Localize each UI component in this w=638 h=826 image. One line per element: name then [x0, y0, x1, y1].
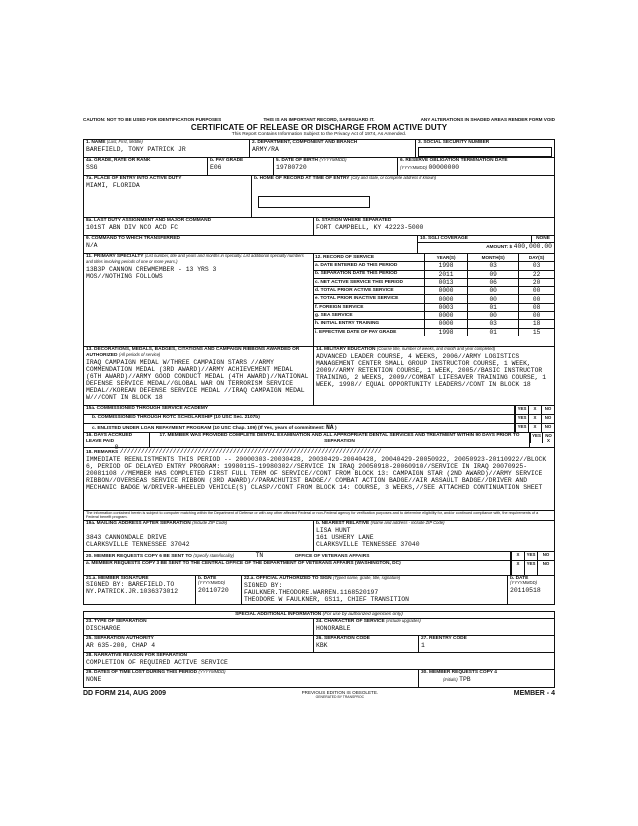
- row-narrative-reason: [83, 652, 555, 669]
- field-20-copy-6: 20. MEMBER REQUESTS COPY 6 BE SENT TO (Specify state/locality) TN OFFICE OF VETERANS AFFAIRS: [84, 552, 511, 560]
- service-row-label: h. INITIAL ENTRY TRAINING: [314, 320, 425, 328]
- field-20a-copy-3: a. MEMBER REQUESTS COPY 3 BE SENT TO THE CENTRAL OFFICE OF THE DEPARTMENT OF VETERANS AFFAIRS (WASHINGTON, DC): [84, 561, 511, 575]
- generated-by: GENERATED BY TRANSPROC: [315, 694, 365, 699]
- field-6-reserve-obligation: 6. RESERVE OBLIGATION TERMINATION DATE (YYYYMMDD) 00000000: [400, 157, 508, 171]
- service-row-value: 1998: [425, 328, 468, 336]
- row-place-of-entry: [83, 175, 555, 217]
- field-3-ssn: 3. SOCIAL SECURITY NUMBER: [416, 140, 554, 157]
- privacy-notice: The information contained herein is subject to computer matching within the Department of Defense or with any other affected Federal or non-Federal agency for verification purposes and to determine eligibility for, and/or continued compliance with, the requirements of a Federal benefit program.: [83, 510, 555, 520]
- copy-designation: MEMBER - 4: [513, 690, 555, 698]
- dd214-form: [83, 117, 555, 699]
- service-row-value: 03: [468, 320, 519, 328]
- name-value: BAREFIELD, TONY PATRICK JR: [86, 145, 186, 153]
- field-8a-last-duty: 8a. LAST DUTY ASSIGNMENT AND MAJOR COMMAND 101ST ABN DIV NCO ACD FC: [84, 218, 314, 235]
- service-row-label: d. TOTAL PRIOR ACTIVE SERVICE: [314, 287, 425, 295]
- alterations-text: ANY ALTERATIONS IN SHADED AREAS RENDER FORM VOID: [420, 117, 555, 122]
- field-27-reentry-code: 27. REENTRY CODE 1: [421, 636, 467, 649]
- service-row-value: 01: [468, 303, 519, 311]
- service-row-value: 03: [468, 262, 519, 270]
- field-10-sgli: 10. SGLI COVERAGE NONE AMOUNT: $ 400,000.00: [420, 235, 552, 250]
- service-row-value: 00: [519, 295, 554, 303]
- service-row: [314, 270, 554, 278]
- important-record-text: THIS IS AN IMPORTANT RECORD, SAFEGUARD IT.: [263, 117, 375, 122]
- service-row-value: 00: [468, 312, 519, 320]
- row-last-duty: [83, 217, 555, 235]
- field-7b-home-of-record: b. HOME OF RECORD AT TIME OF ENTRY (City and state, or complete address if known): [252, 176, 554, 217]
- field-4b-pay-grade: b. PAY GRADE E06: [208, 158, 274, 175]
- service-row-value: 15: [519, 328, 554, 336]
- service-row-value: 00: [468, 295, 519, 303]
- field-29-time-lost: 29. DATES OF TIME LOST DURING THIS PERIOD (YYYYMMDD) NONE: [84, 670, 419, 687]
- row-time-lost: [83, 669, 555, 688]
- field-1-name: 1. NAME (Last, First, Middle) BAREFIELD, TONY PATRICK JR: [84, 140, 250, 157]
- service-row-value: 22: [519, 270, 554, 278]
- field-21a-member-signature: 21.a. MEMBER SIGNATURE SIGNED BY: BAREFIELD.TO NY.PATRICK.JR.1036373012: [84, 576, 196, 604]
- service-row: [314, 278, 554, 286]
- record-of-service-table: 12. RECORD OF SERVICE YEAR(S) MONTH(S) DAY(S) a. DATE ENTERED AD THIS PERIOD 1998 03 03 b. SEPARATION DATE THIS PERIOD 2011 09 22 c. NET ACTIVE SERVICE THIS PERIOD 0013 06 20 d. TOTAL PRIOR ACTIVE SERVICE 0000 00 00 e. TOTAL PRIOR INACTIVE SERVICE 0000 00 00 f. FOREIGN SERVICE 0003 01 08 g. SEA SERVICE 0000 00 00 h. INITIAL ENTRY TRAINING 0000 03 18 i. EFFECTIVE DATE OF PAY GRADE 1998 01 15: [314, 254, 554, 336]
- row-separation-authority: [83, 635, 555, 652]
- service-row-value: 1998: [425, 262, 468, 270]
- service-row: [314, 262, 554, 270]
- service-row-value: 08: [519, 303, 554, 311]
- row-addresses: [83, 520, 555, 551]
- row-leave-dental: 16. DAYS ACCRUED LEAVE PAID 0 17. MEMBER WAS PROVIDED COMPLETE DENTAL EXAMINATION AND ALL APPROPRIATE DENTAL SERVICES AND TREATMENT WITHIN 90 DAYS PRIOR TO SEPARATION YES NO X: [83, 432, 555, 447]
- caution-text: CAUTION: NOT TO BE USED FOR IDENTIFICATION PURPOSES: [83, 117, 222, 122]
- service-row-value: 18: [519, 320, 554, 328]
- service-row: [314, 303, 554, 311]
- service-row-label: f. FOREIGN SERVICE: [314, 303, 425, 311]
- row-grade: [83, 157, 555, 175]
- field-14-military-education: 14. MILITARY EDUCATION (Course title, number of weeks, and month and year completed) ADVANCED LEADER COURSE, 4 WEEKS, 2006//ARMY LOGISTICS MANAGEMENT CENTER SMALL GROUP INSTRUCTOR COURSE, 1 WEEK, 2009//ARMY RETENTION COURSE, 1 WEEK, 2005//BASIC INSTRUCTOR TRAINING, 2 WEEKS, 2009//COMBAT LIFESAVER TRAINING COURSE, 1 WEEK, 1998// EQUAL OPPORTUNITY LEADERS//CONT IN BLOCK 18: [316, 345, 547, 389]
- service-row-value: 0003: [425, 303, 468, 311]
- service-row: [314, 328, 554, 336]
- field-24-character-of-service: 24. CHARACTER OF SERVICE (include upgrades) HONORABLE: [316, 618, 421, 633]
- service-row-value: 01: [468, 328, 519, 336]
- service-row: [314, 295, 554, 303]
- field-7a-place-of-entry: 7a. PLACE OF ENTRY INTO ACTIVE DUTY MIAMI, FLORIDA: [84, 176, 252, 217]
- row-command: [83, 235, 555, 253]
- ssn-box: [418, 147, 552, 157]
- field-8b-station: b. STATION WHERE SEPARATED FORT CAMPBELL, KY 42223-5000: [316, 217, 424, 231]
- service-row-value: 0000: [425, 287, 468, 295]
- field-19a-mailing-address: 19a. MAILING ADDRESS AFTER SEPARATION (Include ZIP Code) 3843 CANNONDALE DRIVE CLARKSVILLE TENNESSEE 37042: [84, 521, 314, 551]
- field-21b-date: b. DATE (YYYYMMDD) 20110720: [196, 576, 242, 604]
- sgli-amount: 400,000.00: [513, 242, 552, 250]
- form-header: [83, 117, 555, 122]
- service-row-value: 0000: [425, 312, 468, 320]
- row-copy-3: a. MEMBER REQUESTS COPY 3 BE SENT TO THE CENTRAL OFFICE OF THE DEPARTMENT OF VETERANS AFFAIRS (WASHINGTON, DC) X YES NO: [83, 560, 555, 575]
- field-11-primary-specialty: 11. PRIMARY SPECIALTY (List number, title and years and months in specialty. List additional specialty numbers and titles involving periods of one or more years.) 13B3P CANNON CREWMEMBER - 13 YRS 3 MOS//NOTHING FOLLOWS: [84, 254, 314, 346]
- field-12-record-of-service: [314, 254, 554, 346]
- row-signatures: [83, 575, 555, 605]
- field-25-separation-authority: 25. SEPARATION AUTHORITY AR 635-200, CHAP 4: [84, 636, 314, 652]
- field-19b-nearest-relative: b. NEAREST RELATIVE (Name and address - include ZIP Code) LISA HUNT 161 USHERY LANE CLARKSVILLE TENNESSEE 37040: [316, 519, 445, 548]
- service-row-value: 2011: [425, 270, 468, 278]
- row-15c: c. ENLISTED UNDER LOAN REPAYMENT PROGRAM (10 USC Chap. 109) (If Yes, years of commitment: NA ) YES X NO: [83, 423, 555, 432]
- field-22b-date: b. DATE (YYYYMMDD) 20110518: [510, 575, 541, 594]
- service-row-label: i. EFFECTIVE DATE OF PAY GRADE: [314, 328, 425, 336]
- field-2-department: 2. DEPARTMENT, COMPONENT AND BRANCH ARMY/RA: [250, 140, 416, 157]
- row-15a: 15a. COMMISSIONED THROUGH SERVICE ACADEMY YES X NO: [83, 405, 555, 414]
- service-row-label: c. NET ACTIVE SERVICE THIS PERIOD: [314, 278, 425, 286]
- service-row-value: 09: [468, 270, 519, 278]
- form-title: CERTIFICATE OF RELEASE OR DISCHARGE FROM ACTIVE DUTY: [190, 123, 448, 133]
- obsolete-notice: PREVIOUS EDITION IS OBSOLETE.: [301, 690, 379, 696]
- privacy-act-subtitle: This Report Contains Information Subject to the Privacy Act of 1974, As Amended.: [231, 132, 407, 138]
- row-specialty-service: [83, 253, 555, 346]
- field-22a-official: 22.a. OFFICIAL AUTHORIZED TO SIGN (Typed name, grade, title, signature) SIGNED BY: FAULKNER.THEODORE.WARREN.1168520197 THEODORE W FAULKNER, GS11, CHIEF TRANSITION: [242, 576, 508, 604]
- field-5-date-of-birth: 5. DATE OF BIRTH (YYYYMMDD) 19780720: [274, 158, 398, 175]
- service-row-value: 00: [519, 287, 554, 295]
- department-value: ARMY/RA: [252, 145, 279, 153]
- form-footer: [83, 690, 555, 699]
- row-name: [83, 139, 555, 157]
- home-of-record-box: [258, 196, 370, 208]
- row-separation-type: [83, 618, 555, 635]
- service-row: [314, 320, 554, 328]
- row-15b: b. COMMISSIONED THROUGH ROTC SCHOLARSHIP (10 USC Sec. 2107b) YES X NO: [83, 414, 555, 423]
- service-row: [314, 312, 554, 320]
- service-row-value: 20: [519, 278, 554, 286]
- field-13-decorations: 13. DECORATIONS, MEDALS, BADGES, CITATIONS AND CAMPAIGN RIBBONS AWARDED OR AUTHORIZED (All periods of service) IRAQ CAMPAIGN MEDAL W/THREE CAMPAIGN STARS //ARMY COMMENDATION MEDAL (3RD AWARD)//ARMY ACHIEVEMENT MEDAL (6TH AWARD)//ARMY GOOD CONDUCT MEDAL (4TH AWARD)//NATIONAL DEFENSE SERVICE MEDAL//GLOBAL WAR ON TERRORISM SERVICE MEDAL//KOREAN DEFENSE SERVICE MEDAL //IRAQ CAMPAIGN MEDAL W///CONT IN BLOCK 18: [84, 347, 314, 405]
- field-28-narrative-reason: 28. NARRATIVE REASON FOR SEPARATION COMPLETION OF REQUIRED ACTIVE SERVICE: [86, 653, 228, 666]
- row-remarks: [83, 447, 555, 510]
- service-row-value: 00: [468, 287, 519, 295]
- service-row: [314, 287, 554, 295]
- service-row-value: 0000: [425, 320, 468, 328]
- field-23-type-of-separation: 23. TYPE OF SEPARATION DISCHARGE: [84, 619, 314, 635]
- field-16-accrued-leave: 16. DAYS ACCRUED LEAVE PAID 0: [84, 433, 150, 447]
- field-4a-grade: 4a. GRADE, RATE OR RANK SSG: [84, 158, 208, 175]
- service-row-label: a. DATE ENTERED AD THIS PERIOD: [314, 262, 425, 270]
- row-decorations-education: [83, 346, 555, 405]
- service-row-value: 0013: [425, 278, 468, 286]
- service-row-value: 06: [468, 278, 519, 286]
- service-row-value: 0000: [425, 295, 468, 303]
- service-row-label: b. SEPARATION DATE THIS PERIOD: [314, 270, 425, 278]
- field-26-separation-code: 26. SEPARATION CODE KBK: [314, 636, 419, 652]
- field-18-remarks: 18. REMARKS ////////////////////////////////////////////////////////////////////////// IMMEDIATE REENLISTMENTS THIS PERIOD -- 20000303-20030428, 20030429-20040428, 20040429-20050922, 20050923-20110922//BLOCK 6, PERIOD OF DELAYED ENTRY PROGRAM: 19980115-19980302//SERVICE IN IRAQ 20050918-20060910//SERVICE IN IRAQ 20070925-20081108 //MEMBER HAS COMPLETED FIRST FULL TERM OF SERVICE//CONT FROM BLOCK 13: CAMPAIGN STAR (2ND AWARD)//ARMY SERVICE RIBBON//OVERSEAS SERVICE RIBBON (3RD AWARD)//PARACHUTIST BADGE// COMBAT ACTION BADGE//AIR ASSAULT BADGE//DRIVER AND MECHANIC BADGE W/DRIVER-WHEELED VEHICLE(S) CLASP//CONT FROM BLOCK 14: COURSE, 3 WEEKS,//SEE ATTACHED CONTINUATION SHEET: [86, 447, 547, 492]
- row-copy-6: 20. MEMBER REQUESTS COPY 6 BE SENT TO (Specify state/locality) TN OFFICE OF VETERANS AFFAIRS X YES NO: [83, 551, 555, 560]
- field-9-command: 9. COMMAND TO WHICH TRANSFERRED N/A: [84, 236, 418, 253]
- special-info-bar: SPECIAL ADDITIONAL INFORMATION (For use by authorized agencies only): [83, 611, 555, 619]
- service-row-value: 03: [519, 262, 554, 270]
- service-row-label: e. TOTAL PRIOR INACTIVE SERVICE: [314, 295, 425, 303]
- service-row-value: 00: [519, 312, 554, 320]
- field-17-dental: 17. MEMBER WAS PROVIDED COMPLETE DENTAL EXAMINATION AND ALL APPROPRIATE DENTAL SERVICES AND TREATMENT WITHIN 90 DAYS PRIOR TO SEPARATION: [150, 433, 530, 447]
- service-row-label: g. SEA SERVICE: [314, 312, 425, 320]
- form-number: DD FORM 214, AUG 2009: [83, 690, 166, 698]
- field-30-copy-4: 30. MEMBER REQUESTS COPY 4 (Initials) TPB: [421, 670, 497, 683]
